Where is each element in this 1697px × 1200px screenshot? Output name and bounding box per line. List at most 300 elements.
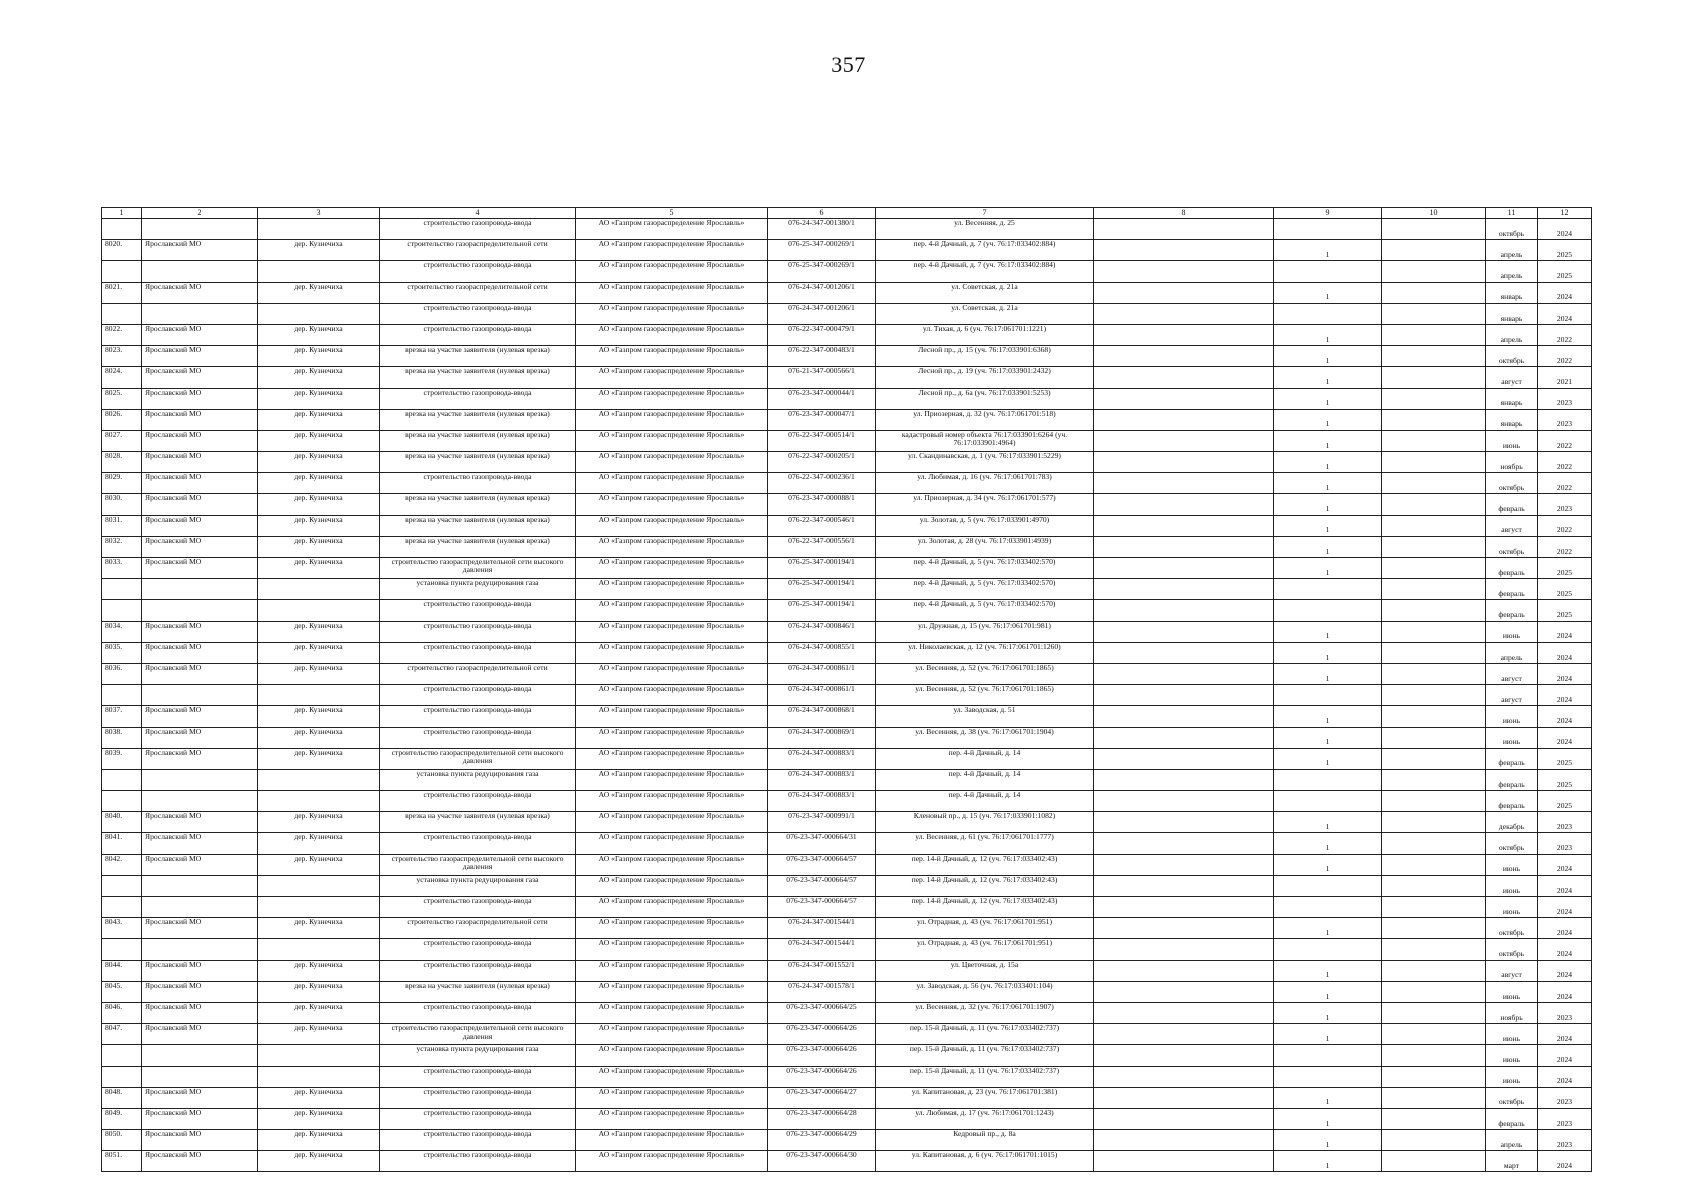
empty-cell — [1382, 452, 1486, 473]
municipality-cell: Ярославский МО — [142, 981, 258, 1002]
municipality-cell: Ярославский МО — [142, 1151, 258, 1172]
address-cell: пер. 14-й Дачный, д. 12 (уч. 76:17:033402:43) — [876, 875, 1094, 896]
count-cell: 1 — [1274, 812, 1382, 833]
settlement-cell: дер. Кузнечиха — [258, 1151, 380, 1172]
empty-cell — [1094, 282, 1274, 303]
row-number-cell: 8027. — [102, 430, 142, 451]
application-code-cell: 076-25-347-000269/1 — [768, 261, 876, 282]
year-cell: 2024 — [1538, 897, 1592, 918]
settlement-cell — [258, 219, 380, 240]
organization-cell: АО «Газпром газораспределение Ярославль» — [576, 494, 768, 515]
count-cell: 1 — [1274, 282, 1382, 303]
application-code-cell: 076-22-347-000556/1 — [768, 536, 876, 557]
municipality-cell — [142, 685, 258, 706]
count-cell: 1 — [1274, 1108, 1382, 1129]
count-cell: 1 — [1274, 494, 1382, 515]
settlement-cell: дер. Кузнечиха — [258, 854, 380, 875]
month-cell: февраль — [1486, 600, 1538, 621]
application-code-cell: 076-24-347-000883/1 — [768, 769, 876, 790]
column-header: 5 — [576, 208, 768, 219]
application-code-cell: 076-24-347-001544/1 — [768, 918, 876, 939]
empty-cell — [1382, 1045, 1486, 1066]
municipality-cell: Ярославский МО — [142, 409, 258, 430]
table-row — [102, 791, 1592, 812]
table-row — [102, 1087, 1592, 1108]
row-number-cell: 8036. — [102, 663, 142, 684]
settlement-cell: дер. Кузнечиха — [258, 282, 380, 303]
table-row — [102, 430, 1592, 451]
year-cell: 2023 — [1538, 1002, 1592, 1023]
count-cell: 1 — [1274, 621, 1382, 642]
row-number-cell — [102, 791, 142, 812]
work-type-cell: врезка на участке заявителя (нулевая врезка) — [380, 452, 576, 473]
year-cell: 2022 — [1538, 515, 1592, 536]
empty-cell — [1094, 748, 1274, 769]
row-number-cell: 8025. — [102, 388, 142, 409]
organization-cell: АО «Газпром газораспределение Ярославль» — [576, 706, 768, 727]
empty-cell — [1094, 579, 1274, 600]
empty-cell — [1094, 430, 1274, 451]
address-cell: ул. Любимая, д. 16 (уч. 76:17:061701:783) — [876, 473, 1094, 494]
year-cell: 2024 — [1538, 918, 1592, 939]
table-row — [102, 1130, 1592, 1151]
work-type-cell: строительство газопровода-ввода — [380, 1130, 576, 1151]
count-cell: 1 — [1274, 854, 1382, 875]
settlement-cell — [258, 261, 380, 282]
month-cell: февраль — [1486, 579, 1538, 600]
row-number-cell: 8038. — [102, 727, 142, 748]
work-type-cell: строительство газопровода-ввода — [380, 939, 576, 960]
month-cell: октябрь — [1486, 833, 1538, 854]
table-row — [102, 409, 1592, 430]
empty-cell — [1094, 833, 1274, 854]
address-cell: ул. Весенняя, д. 32 (уч. 76:17:061701:1907) — [876, 1002, 1094, 1023]
month-cell: июнь — [1486, 1045, 1538, 1066]
empty-cell — [1382, 1002, 1486, 1023]
organization-cell: АО «Газпром газораспределение Ярославль» — [576, 409, 768, 430]
row-number-cell: 8028. — [102, 452, 142, 473]
application-code-cell: 076-23-347-000044/1 — [768, 388, 876, 409]
work-type-cell: строительство газопровода-ввода — [380, 791, 576, 812]
month-cell: февраль — [1486, 748, 1538, 769]
year-cell: 2023 — [1538, 409, 1592, 430]
month-cell: февраль — [1486, 791, 1538, 812]
work-type-cell: врезка на участке заявителя (нулевая врезка) — [380, 494, 576, 515]
municipality-cell — [142, 219, 258, 240]
month-cell: январь — [1486, 282, 1538, 303]
address-cell: ул. Приозерная, д. 34 (уч. 76:17:061701:577) — [876, 494, 1094, 515]
municipality-cell: Ярославский МО — [142, 515, 258, 536]
empty-cell — [1382, 727, 1486, 748]
empty-cell — [1382, 981, 1486, 1002]
address-cell: Лесной пр., д. 15 (уч. 76:17:033901:6368) — [876, 346, 1094, 367]
address-cell: ул. Золотая, д. 28 (уч. 76:17:033901:4939) — [876, 536, 1094, 557]
row-number-cell: 8037. — [102, 706, 142, 727]
month-cell: февраль — [1486, 494, 1538, 515]
month-cell: октябрь — [1486, 219, 1538, 240]
work-type-cell: строительство газораспределительной сети — [380, 663, 576, 684]
municipality-cell: Ярославский МО — [142, 727, 258, 748]
month-cell: апрель — [1486, 642, 1538, 663]
month-cell: февраль — [1486, 1108, 1538, 1129]
municipality-cell: Ярославский МО — [142, 812, 258, 833]
work-type-cell: строительство газораспределительной сети — [380, 240, 576, 261]
year-cell: 2022 — [1538, 324, 1592, 345]
year-cell: 2022 — [1538, 536, 1592, 557]
application-code-cell: 076-24-347-000883/1 — [768, 748, 876, 769]
empty-cell — [1382, 579, 1486, 600]
month-cell: октябрь — [1486, 918, 1538, 939]
empty-cell — [1094, 1108, 1274, 1129]
empty-cell — [1094, 1066, 1274, 1087]
month-cell: август — [1486, 685, 1538, 706]
month-cell: октябрь — [1486, 939, 1538, 960]
table-row — [102, 579, 1592, 600]
empty-cell — [1382, 791, 1486, 812]
month-cell: декабрь — [1486, 812, 1538, 833]
application-code-cell: 076-24-347-000883/1 — [768, 791, 876, 812]
municipality-cell — [142, 1045, 258, 1066]
empty-cell — [1382, 833, 1486, 854]
column-header: 7 — [876, 208, 1094, 219]
row-number-cell: 8045. — [102, 981, 142, 1002]
year-cell: 2024 — [1538, 282, 1592, 303]
address-cell: кадастровый номер объекта 76:17:033901:6264 (уч. 76:17:033901:4964) — [876, 430, 1094, 451]
table-row — [102, 515, 1592, 536]
empty-cell — [1094, 219, 1274, 240]
application-code-cell: 076-25-347-000194/1 — [768, 579, 876, 600]
work-type-cell: строительство газопровода-ввода — [380, 600, 576, 621]
row-number-cell: 8035. — [102, 642, 142, 663]
application-code-cell: 076-22-347-000514/1 — [768, 430, 876, 451]
empty-cell — [1382, 240, 1486, 261]
table-row — [102, 494, 1592, 515]
row-number-cell: 8051. — [102, 1151, 142, 1172]
empty-cell — [1094, 663, 1274, 684]
empty-cell — [1382, 1024, 1486, 1045]
table-row — [102, 706, 1592, 727]
table-row — [102, 875, 1592, 896]
year-cell: 2024 — [1538, 621, 1592, 642]
count-cell — [1274, 261, 1382, 282]
application-code-cell: 076-24-347-000861/1 — [768, 663, 876, 684]
count-cell: 1 — [1274, 409, 1382, 430]
count-cell: 1 — [1274, 1087, 1382, 1108]
month-cell: июнь — [1486, 727, 1538, 748]
month-cell: апрель — [1486, 240, 1538, 261]
work-type-cell: строительство газораспределительной сети высокого давления — [380, 1024, 576, 1045]
settlement-cell: дер. Кузнечиха — [258, 981, 380, 1002]
count-cell: 1 — [1274, 515, 1382, 536]
address-cell: ул. Весенняя, д. 52 (уч. 76:17:061701:1865) — [876, 663, 1094, 684]
month-cell: январь — [1486, 388, 1538, 409]
table-row — [102, 452, 1592, 473]
organization-cell: АО «Газпром газораспределение Ярославль» — [576, 367, 768, 388]
work-type-cell: врезка на участке заявителя (нулевая врезка) — [380, 515, 576, 536]
empty-cell — [1382, 960, 1486, 981]
municipality-cell — [142, 769, 258, 790]
work-type-cell: установка пункта редуцирования газа — [380, 579, 576, 600]
year-cell: 2024 — [1538, 642, 1592, 663]
empty-cell — [1094, 1130, 1274, 1151]
settlement-cell: дер. Кузнечиха — [258, 409, 380, 430]
year-cell: 2024 — [1538, 303, 1592, 324]
month-cell: ноябрь — [1486, 1002, 1538, 1023]
month-cell: июнь — [1486, 875, 1538, 896]
year-cell: 2022 — [1538, 452, 1592, 473]
count-cell — [1274, 303, 1382, 324]
month-cell: апрель — [1486, 324, 1538, 345]
table-row — [102, 642, 1592, 663]
table-row — [102, 1066, 1592, 1087]
row-number-cell — [102, 1066, 142, 1087]
application-code-cell: 076-23-347-000664/57 — [768, 897, 876, 918]
row-number-cell — [102, 769, 142, 790]
empty-cell — [1094, 515, 1274, 536]
empty-cell — [1382, 430, 1486, 451]
work-type-cell: строительство газопровода-ввода — [380, 303, 576, 324]
organization-cell: АО «Газпром газораспределение Ярославль» — [576, 1087, 768, 1108]
column-header: 9 — [1274, 208, 1382, 219]
organization-cell: АО «Газпром газораспределение Ярославль» — [576, 240, 768, 261]
empty-cell — [1382, 261, 1486, 282]
municipality-cell — [142, 261, 258, 282]
row-number-cell: 8049. — [102, 1108, 142, 1129]
table-row — [102, 981, 1592, 1002]
municipality-cell: Ярославский МО — [142, 282, 258, 303]
organization-cell: АО «Газпром газораспределение Ярославль» — [576, 579, 768, 600]
count-cell: 1 — [1274, 642, 1382, 663]
work-type-cell: врезка на участке заявителя (нулевая врезка) — [380, 367, 576, 388]
count-cell: 1 — [1274, 240, 1382, 261]
empty-cell — [1094, 600, 1274, 621]
address-cell: пер. 4-й Дачный, д. 7 (уч. 76:17:033402:884) — [876, 240, 1094, 261]
count-cell: 1 — [1274, 833, 1382, 854]
row-number-cell: 8048. — [102, 1087, 142, 1108]
table-row — [102, 240, 1592, 261]
count-cell: 1 — [1274, 1002, 1382, 1023]
month-cell: октябрь — [1486, 473, 1538, 494]
address-cell: ул. Отрадная, д. 43 (уч. 76:17:061701:951) — [876, 939, 1094, 960]
table-row — [102, 1108, 1592, 1129]
count-cell: 1 — [1274, 388, 1382, 409]
municipality-cell: Ярославский МО — [142, 1087, 258, 1108]
row-number-cell: 8026. — [102, 409, 142, 430]
work-type-cell: строительство газораспределительной сети высокого давления — [380, 748, 576, 769]
year-cell: 2025 — [1538, 558, 1592, 579]
application-code-cell: 076-24-347-001544/1 — [768, 939, 876, 960]
work-type-cell: строительство газопровода-ввода — [380, 1002, 576, 1023]
count-cell: 1 — [1274, 1151, 1382, 1172]
empty-cell — [1382, 642, 1486, 663]
application-code-cell: 076-24-347-000861/1 — [768, 685, 876, 706]
column-header: 12 — [1538, 208, 1592, 219]
table-row — [102, 473, 1592, 494]
application-code-cell: 076-23-347-000664/27 — [768, 1087, 876, 1108]
count-cell — [1274, 1045, 1382, 1066]
table-row — [102, 346, 1592, 367]
empty-cell — [1094, 960, 1274, 981]
settlement-cell: дер. Кузнечиха — [258, 388, 380, 409]
empty-cell — [1382, 388, 1486, 409]
count-cell: 1 — [1274, 452, 1382, 473]
empty-cell — [1382, 1108, 1486, 1129]
application-code-cell: 076-22-347-000236/1 — [768, 473, 876, 494]
organization-cell: АО «Газпром газораспределение Ярославль» — [576, 303, 768, 324]
month-cell: март — [1486, 1151, 1538, 1172]
work-type-cell: врезка на участке заявителя (нулевая врезка) — [380, 812, 576, 833]
count-cell: 1 — [1274, 663, 1382, 684]
count-cell — [1274, 769, 1382, 790]
organization-cell: АО «Газпром газораспределение Ярославль» — [576, 558, 768, 579]
organization-cell: АО «Газпром газораспределение Ярославль» — [576, 515, 768, 536]
settlement-cell — [258, 875, 380, 896]
table-row — [102, 1151, 1592, 1172]
column-header: 2 — [142, 208, 258, 219]
organization-cell: АО «Газпром газораспределение Ярославль» — [576, 452, 768, 473]
empty-cell — [1094, 918, 1274, 939]
count-cell: 1 — [1274, 981, 1382, 1002]
month-cell: июнь — [1486, 1024, 1538, 1045]
address-cell: Лесной пр., д. 19 (уч. 76:17:033901:2432) — [876, 367, 1094, 388]
settlement-cell: дер. Кузнечиха — [258, 812, 380, 833]
settlement-cell: дер. Кузнечиха — [258, 452, 380, 473]
empty-cell — [1094, 324, 1274, 345]
empty-cell — [1094, 706, 1274, 727]
municipality-cell: Ярославский МО — [142, 1002, 258, 1023]
settlement-cell — [258, 791, 380, 812]
empty-cell — [1094, 939, 1274, 960]
municipality-cell: Ярославский МО — [142, 706, 258, 727]
municipality-cell: Ярославский МО — [142, 918, 258, 939]
address-cell: ул. Советская, д. 21а — [876, 282, 1094, 303]
year-cell: 2024 — [1538, 1045, 1592, 1066]
month-cell: октябрь — [1486, 536, 1538, 557]
work-type-cell: строительство газопровода-ввода — [380, 219, 576, 240]
column-header: 3 — [258, 208, 380, 219]
address-cell: пер. 4-й Дачный, д. 7 (уч. 76:17:033402:884) — [876, 261, 1094, 282]
address-cell: пер. 4-й Дачный, д. 14 — [876, 748, 1094, 769]
count-cell: 1 — [1274, 558, 1382, 579]
column-number-header-row — [102, 208, 1592, 219]
year-cell: 2024 — [1538, 219, 1592, 240]
municipality-cell — [142, 579, 258, 600]
work-type-cell: строительство газопровода-ввода — [380, 261, 576, 282]
empty-cell — [1094, 727, 1274, 748]
municipality-cell: Ярославский МО — [142, 833, 258, 854]
application-code-cell: 076-23-347-000664/31 — [768, 833, 876, 854]
row-number-cell: 8024. — [102, 367, 142, 388]
settlement-cell: дер. Кузнечиха — [258, 727, 380, 748]
row-number-cell: 8042. — [102, 854, 142, 875]
application-code-cell: 076-23-347-000664/57 — [768, 854, 876, 875]
month-cell: февраль — [1486, 769, 1538, 790]
year-cell: 2024 — [1538, 663, 1592, 684]
work-type-cell: строительство газопровода-ввода — [380, 960, 576, 981]
work-type-cell: строительство газопровода-ввода — [380, 833, 576, 854]
municipality-cell: Ярославский МО — [142, 240, 258, 261]
year-cell: 2023 — [1538, 833, 1592, 854]
municipality-cell — [142, 303, 258, 324]
row-number-cell: 8029. — [102, 473, 142, 494]
year-cell: 2025 — [1538, 600, 1592, 621]
work-type-cell: строительство газопровода-ввода — [380, 388, 576, 409]
municipality-cell: Ярославский МО — [142, 558, 258, 579]
address-cell: пер. 15-й Дачный, д. 11 (уч. 76:17:033402:737) — [876, 1066, 1094, 1087]
municipality-cell: Ярославский МО — [142, 960, 258, 981]
address-cell: пер. 15-й Дачный, д. 11 (уч. 76:17:033402:737) — [876, 1024, 1094, 1045]
year-cell: 2024 — [1538, 1066, 1592, 1087]
table-row — [102, 685, 1592, 706]
empty-cell — [1094, 769, 1274, 790]
row-number-cell — [102, 219, 142, 240]
address-cell: Лесной пр., д. 6а (уч. 76:17:033901:5253) — [876, 388, 1094, 409]
address-cell: ул. Отрадная, д. 43 (уч. 76:17:061701:951) — [876, 918, 1094, 939]
address-cell: ул. Дружная, д. 15 (уч. 76:17:061701:981) — [876, 621, 1094, 642]
organization-cell: АО «Газпром газораспределение Ярославль» — [576, 324, 768, 345]
row-number-cell — [102, 939, 142, 960]
empty-cell — [1382, 346, 1486, 367]
organization-cell: АО «Газпром газораспределение Ярославль» — [576, 621, 768, 642]
row-number-cell: 8047. — [102, 1024, 142, 1045]
municipality-cell — [142, 1066, 258, 1087]
table-row — [102, 282, 1592, 303]
table-row — [102, 833, 1592, 854]
work-type-cell: строительство газопровода-ввода — [380, 727, 576, 748]
month-cell: июнь — [1486, 854, 1538, 875]
row-number-cell: 8022. — [102, 324, 142, 345]
count-cell: 1 — [1274, 748, 1382, 769]
row-number-cell — [102, 1045, 142, 1066]
count-cell: 1 — [1274, 324, 1382, 345]
municipality-cell: Ярославский МО — [142, 452, 258, 473]
application-code-cell: 076-24-347-000846/1 — [768, 621, 876, 642]
address-cell: ул. Весенняя, д. 38 (уч. 76:17:061701:1904) — [876, 727, 1094, 748]
organization-cell: АО «Газпром газораспределение Ярославль» — [576, 833, 768, 854]
month-cell: январь — [1486, 409, 1538, 430]
empty-cell — [1094, 1045, 1274, 1066]
work-type-cell: строительство газопровода-ввода — [380, 1066, 576, 1087]
application-code-cell: 076-22-347-000205/1 — [768, 452, 876, 473]
application-code-cell: 076-24-347-001380/1 — [768, 219, 876, 240]
empty-cell — [1382, 367, 1486, 388]
organization-cell: АО «Газпром газораспределение Ярославль» — [576, 960, 768, 981]
address-cell: пер. 4-й Дачный, д. 5 (уч. 76:17:033402:570) — [876, 558, 1094, 579]
municipality-cell: Ярославский МО — [142, 748, 258, 769]
address-cell: ул. Весенняя, д. 61 (уч. 76:17:061701:1777) — [876, 833, 1094, 854]
work-type-cell: строительство газопровода-ввода — [380, 1108, 576, 1129]
year-cell: 2024 — [1538, 727, 1592, 748]
empty-cell — [1382, 558, 1486, 579]
municipality-cell — [142, 875, 258, 896]
organization-cell: АО «Газпром газораспределение Ярославль» — [576, 875, 768, 896]
row-number-cell: 8039. — [102, 748, 142, 769]
row-number-cell: 8046. — [102, 1002, 142, 1023]
table-row — [102, 558, 1592, 579]
column-header: 10 — [1382, 208, 1486, 219]
application-code-cell: 076-22-347-000483/1 — [768, 346, 876, 367]
organization-cell: АО «Газпром газораспределение Ярославль» — [576, 282, 768, 303]
address-cell: ул. Тихая, д. 6 (уч. 76:17:061701:1221) — [876, 324, 1094, 345]
empty-cell — [1382, 812, 1486, 833]
column-header: 11 — [1486, 208, 1538, 219]
table-row — [102, 536, 1592, 557]
work-type-cell: врезка на участке заявителя (нулевая врезка) — [380, 430, 576, 451]
municipality-cell — [142, 897, 258, 918]
organization-cell: АО «Газпром газораспределение Ярославль» — [576, 727, 768, 748]
application-code-cell: 076-24-347-000869/1 — [768, 727, 876, 748]
organization-cell: АО «Газпром газораспределение Ярославль» — [576, 897, 768, 918]
